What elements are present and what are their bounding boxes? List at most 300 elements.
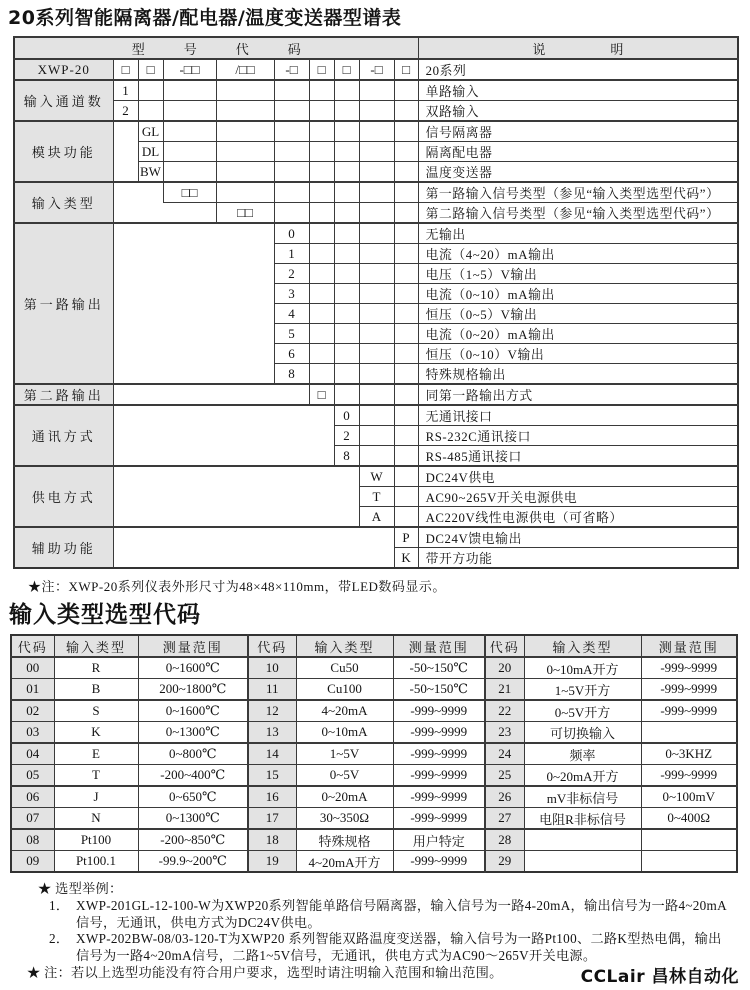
blank-cell: [359, 223, 394, 244]
header-input-type: 输入类型: [296, 635, 393, 657]
blank-cell: [334, 101, 359, 122]
blank-cell: [163, 80, 216, 101]
table-row: [14, 223, 738, 244]
code-cell: □: [309, 384, 334, 405]
table-row: [14, 527, 738, 548]
blank-cell: [309, 264, 334, 284]
code-cell: 00: [11, 657, 54, 679]
blank-cell: [334, 324, 359, 344]
type-cell: 1~5V: [296, 743, 393, 765]
type-cell: 30~350Ω: [296, 808, 393, 830]
blank-cell: [274, 142, 309, 162]
range-cell: [641, 851, 737, 873]
code-cell: 10: [248, 657, 296, 679]
model-spectrum-table: [13, 36, 739, 569]
code-cell: 08: [11, 829, 54, 851]
series-code-cell: □: [309, 59, 334, 80]
range-cell: -50~150℃: [393, 657, 485, 679]
group-label: 输入类型: [14, 182, 113, 223]
blank-cell: [216, 142, 274, 162]
blank-cell: [334, 162, 359, 183]
range-cell: -999~9999: [393, 722, 485, 744]
desc-cell: DC24V馈电输出: [418, 527, 738, 548]
range-cell: -999~9999: [641, 700, 737, 722]
code-cell: 27: [485, 808, 524, 830]
blank-cell: [394, 384, 418, 405]
type-cell: S: [54, 700, 138, 722]
type-cell: [524, 829, 641, 851]
blank-cell: [359, 101, 394, 122]
range-cell: -200~850℃: [138, 829, 248, 851]
table-row: [11, 829, 737, 851]
code-cell: 1: [113, 80, 138, 101]
header-range: 测量范围: [393, 635, 485, 657]
desc-cell: 信号隔离器: [418, 121, 738, 142]
blank-cell: [138, 80, 163, 101]
blank-cell: [309, 162, 334, 183]
desc-cell: DC24V供电: [418, 466, 738, 487]
code-cell: 06: [11, 786, 54, 808]
type-cell: Cu50: [296, 657, 393, 679]
table-row: [11, 743, 737, 765]
desc-cell: 第一路输入信号类型（参见“输入类型选型代码”）: [418, 182, 738, 203]
type-cell: J: [54, 786, 138, 808]
desc-cell: 恒压（0~5）V输出: [418, 304, 738, 324]
range-cell: -99.9~200℃: [138, 851, 248, 873]
code-cell: 23: [485, 722, 524, 744]
code-cell: P: [394, 527, 418, 548]
code-cell: 2: [113, 101, 138, 122]
blank-cell: [394, 344, 418, 364]
blank-cell: [309, 364, 334, 385]
blank-cell: [359, 304, 394, 324]
code-cell: 6: [274, 344, 309, 364]
series-label: XWP-20: [14, 59, 113, 80]
series-code-cell: /□□: [216, 59, 274, 80]
code-cell: 20: [485, 657, 524, 679]
page-title: 20系列智能隔离器/配电器/温度变送器型谱表: [8, 7, 402, 29]
blank-cell: [394, 324, 418, 344]
blank-cell: [359, 203, 394, 224]
range-cell: [641, 829, 737, 851]
blank-cell: [216, 80, 274, 101]
blank-cell: [334, 384, 359, 405]
desc-cell: 无通讯接口: [418, 405, 738, 426]
blank-cell: [359, 344, 394, 364]
code-cell: 2: [334, 426, 359, 446]
table-row: [14, 466, 738, 487]
range-cell: 0~800℃: [138, 743, 248, 765]
header-range: 测量范围: [641, 635, 737, 657]
code-cell: 19: [248, 851, 296, 873]
blank-cell: [274, 182, 309, 203]
header-input-type: 输入类型: [524, 635, 641, 657]
blank-cell: [394, 142, 418, 162]
range-cell: -200~400℃: [138, 765, 248, 787]
blank-cell: [394, 223, 418, 244]
blank-cell: [334, 344, 359, 364]
range-cell: 0~1300℃: [138, 722, 248, 744]
type-cell: 0~10mA开方: [524, 657, 641, 679]
example-number: 1．: [49, 897, 70, 913]
blank-cell: [309, 142, 334, 162]
group-label: 辅助功能: [14, 527, 113, 568]
blank-cell: [334, 364, 359, 385]
range-cell: -999~9999: [393, 743, 485, 765]
blank-cell: [309, 121, 334, 142]
code-cell: 28: [485, 829, 524, 851]
desc-cell: 带开方功能: [418, 548, 738, 569]
table-row: [11, 765, 737, 787]
blank-cell: [334, 284, 359, 304]
blank-cell: [163, 162, 216, 183]
series-code-cell: -□□: [163, 59, 216, 80]
group-label: 输入通道数: [14, 80, 113, 121]
blank-cell: [359, 142, 394, 162]
code-cell: 14: [248, 743, 296, 765]
series-code-cell: -□: [274, 59, 309, 80]
blank-cell: [309, 344, 334, 364]
type-cell: Pt100: [54, 829, 138, 851]
table-row: [11, 786, 737, 808]
series-code-cell: □: [334, 59, 359, 80]
blank-cell: [394, 304, 418, 324]
example-text: XWP-202BW-08/03-120-T为XWP20 系列智能双路温度变送器，输入信号为一路Pt100、二路K型热电偶，输出信号为一路4~20mA信号，二路1~5V信号，无通讯，供电方式为AC90～265V开关电源。: [76, 931, 722, 964]
table-header-row: [11, 635, 737, 657]
blank-cell: [163, 101, 216, 122]
blank-cell: [394, 121, 418, 142]
desc-cell: 电流（0~20）mA输出: [418, 324, 738, 344]
desc-cell: 特殊规格输出: [418, 364, 738, 385]
blank-cell: [113, 466, 359, 527]
series-code-cell: □: [394, 59, 418, 80]
blank-cell: [334, 264, 359, 284]
range-cell: [641, 722, 737, 744]
blank-cell: [216, 162, 274, 183]
blank-cell: [309, 304, 334, 324]
code-cell: W: [359, 466, 394, 487]
range-cell: -999~9999: [393, 808, 485, 830]
blank-cell: [394, 264, 418, 284]
blank-cell: [359, 405, 394, 426]
code-cell: 02: [11, 700, 54, 722]
blank-cell: [334, 244, 359, 264]
blank-cell: [359, 384, 394, 405]
blank-cell: [138, 101, 163, 122]
code-cell: □□: [216, 203, 274, 224]
type-cell: 0~10mA: [296, 722, 393, 744]
header-description: 说明: [418, 37, 738, 59]
blank-cell: [394, 446, 418, 467]
code-cell: 18: [248, 829, 296, 851]
example-item: [49, 898, 728, 932]
blank-cell: [359, 264, 394, 284]
table-row: [11, 808, 737, 830]
code-cell: 04: [11, 743, 54, 765]
input-codes-title: 输入类型选型代码: [9, 602, 201, 628]
code-cell: □□: [163, 182, 216, 203]
type-cell: T: [54, 765, 138, 787]
blank-cell: [309, 244, 334, 264]
blank-cell: [274, 162, 309, 183]
range-cell: 用户特定: [393, 829, 485, 851]
blank-cell: [394, 364, 418, 385]
blank-cell: [394, 244, 418, 264]
table-row: [11, 679, 737, 701]
desc-cell: AC220V线性电源供电（可省略）: [418, 507, 738, 528]
type-cell: B: [54, 679, 138, 701]
code-cell: 29: [485, 851, 524, 873]
blank-cell: [394, 101, 418, 122]
blank-cell: [394, 426, 418, 446]
range-cell: 0~1300℃: [138, 808, 248, 830]
code-cell: 5: [274, 324, 309, 344]
group-label: 第二路输出: [14, 384, 113, 405]
blank-cell: [394, 487, 418, 507]
range-cell: -999~9999: [393, 700, 485, 722]
table-row: [11, 722, 737, 744]
code-cell: BW: [138, 162, 163, 183]
code-cell: 26: [485, 786, 524, 808]
example-item: [49, 931, 728, 965]
table-row: [14, 405, 738, 426]
blank-cell: [113, 527, 394, 568]
table-row: [11, 700, 737, 722]
table-row: [14, 121, 738, 142]
code-cell: GL: [138, 121, 163, 142]
code-cell: 12: [248, 700, 296, 722]
blank-cell: [309, 203, 334, 224]
series-code-cell: □: [113, 59, 138, 80]
header-range: 测量范围: [138, 635, 248, 657]
desc-cell: 电流（4~20）mA输出: [418, 244, 738, 264]
blank-cell: [359, 324, 394, 344]
type-cell: [524, 851, 641, 873]
type-cell: N: [54, 808, 138, 830]
blank-cell: [309, 223, 334, 244]
series-row: [14, 59, 738, 80]
range-cell: -999~9999: [393, 851, 485, 873]
blank-cell: [394, 162, 418, 183]
blank-cell: [309, 182, 334, 203]
blank-cell: [359, 426, 394, 446]
type-cell: Pt100.1: [54, 851, 138, 873]
code-cell: K: [394, 548, 418, 569]
blank-cell: [394, 466, 418, 487]
group-label: 供电方式: [14, 466, 113, 527]
desc-cell: 无输出: [418, 223, 738, 244]
code-cell: 8: [334, 446, 359, 467]
series-code-cell: □: [138, 59, 163, 80]
blank-cell: [274, 121, 309, 142]
blank-cell: [309, 101, 334, 122]
header-input-type: 输入类型: [54, 635, 138, 657]
blank-cell: [216, 101, 274, 122]
type-cell: 电阻R非标信号: [524, 808, 641, 830]
range-cell: -999~9999: [393, 786, 485, 808]
desc-cell: 同第一路输出方式: [418, 384, 738, 405]
type-cell: E: [54, 743, 138, 765]
type-cell: 0~20mA开方: [524, 765, 641, 787]
blank-cell: [394, 507, 418, 528]
code-cell: 01: [11, 679, 54, 701]
desc-cell: 20系列: [418, 59, 738, 80]
blank-cell: [309, 80, 334, 101]
type-cell: R: [54, 657, 138, 679]
code-cell: 24: [485, 743, 524, 765]
code-cell: 22: [485, 700, 524, 722]
code-cell: 8: [274, 364, 309, 385]
blank-cell: [334, 203, 359, 224]
blank-cell: [359, 284, 394, 304]
code-cell: 4: [274, 304, 309, 324]
blank-cell: [359, 364, 394, 385]
input-type-code-table: [10, 634, 738, 873]
blank-cell: [359, 121, 394, 142]
blank-cell: [216, 182, 274, 203]
header-code: 代码: [485, 635, 524, 657]
blank-cell: [359, 162, 394, 183]
group-label: 通讯方式: [14, 405, 113, 466]
blank-cell: [309, 324, 334, 344]
blank-cell: [113, 405, 334, 466]
blank-cell: [113, 203, 216, 224]
blank-cell: [359, 446, 394, 467]
range-cell: -50~150℃: [393, 679, 485, 701]
range-cell: -999~9999: [641, 765, 737, 787]
examples-heading: ★ 选型举例：: [38, 881, 123, 896]
blank-cell: [113, 223, 274, 384]
code-cell: 0: [334, 405, 359, 426]
brand-watermark: CCLair 昌林自动化: [580, 967, 739, 987]
type-cell: 0~5V: [296, 765, 393, 787]
desc-cell: 单路输入: [418, 80, 738, 101]
blank-cell: [394, 405, 418, 426]
custom-range-note: ★ 注：若以上选型功能没有符合用户要求，选型时请注明输入范围和输出范围。: [27, 964, 503, 980]
desc-cell: AC90~265V开关电源供电: [418, 487, 738, 507]
range-cell: 0~650℃: [138, 786, 248, 808]
desc-cell: RS-485通讯接口: [418, 446, 738, 467]
blank-cell: [113, 182, 163, 203]
code-cell: 16: [248, 786, 296, 808]
example-text: XWP-201GL-12-100-W为XWP20系列智能单路信号隔离器，输入信号为一路4-20mA，输出信号为一路4~20mA信号，无通讯，供电方式为DC24V供电。: [76, 897, 727, 930]
range-cell: 0~1600℃: [138, 700, 248, 722]
code-cell: 07: [11, 808, 54, 830]
desc-cell: 温度变送器: [418, 162, 738, 183]
blank-cell: [163, 121, 216, 142]
desc-cell: 第二路输入信号类型（参见“输入类型选型代码”）: [418, 203, 738, 224]
blank-cell: [334, 304, 359, 324]
type-cell: mV非标信号: [524, 786, 641, 808]
type-cell: 特殊规格: [296, 829, 393, 851]
blank-cell: [334, 142, 359, 162]
blank-cell: [394, 80, 418, 101]
table-row: [14, 203, 738, 224]
type-cell: 1~5V开方: [524, 679, 641, 701]
blank-cell: [334, 182, 359, 203]
series-code-cell: -□: [359, 59, 394, 80]
type-cell: 0~20mA: [296, 786, 393, 808]
type-cell: 4~20mA: [296, 700, 393, 722]
blank-cell: [394, 182, 418, 203]
blank-cell: [274, 203, 309, 224]
type-cell: K: [54, 722, 138, 744]
table-row: [14, 101, 738, 122]
header-code: 代码: [11, 635, 54, 657]
blank-cell: [334, 80, 359, 101]
range-cell: 0~3KHZ: [641, 743, 737, 765]
range-cell: 0~400Ω: [641, 808, 737, 830]
code-cell: 13: [248, 722, 296, 744]
blank-cell: [359, 244, 394, 264]
blank-cell: [216, 121, 274, 142]
code-cell: T: [359, 487, 394, 507]
code-cell: 25: [485, 765, 524, 787]
header-code: 代码: [248, 635, 296, 657]
blank-cell: [334, 223, 359, 244]
table-row: [11, 657, 737, 679]
type-cell: 频率: [524, 743, 641, 765]
desc-cell: RS-232C通讯接口: [418, 426, 738, 446]
code-cell: 05: [11, 765, 54, 787]
blank-cell: [309, 284, 334, 304]
blank-cell: [113, 121, 138, 182]
code-cell: 21: [485, 679, 524, 701]
code-cell: 09: [11, 851, 54, 873]
table-row: [14, 384, 738, 405]
blank-cell: [394, 203, 418, 224]
blank-cell: [334, 121, 359, 142]
code-cell: 15: [248, 765, 296, 787]
range-cell: 0~1600℃: [138, 657, 248, 679]
type-cell: Cu100: [296, 679, 393, 701]
code-cell: 17: [248, 808, 296, 830]
desc-cell: 双路输入: [418, 101, 738, 122]
blank-cell: [359, 80, 394, 101]
blank-cell: [274, 80, 309, 101]
desc-cell: 隔离配电器: [418, 142, 738, 162]
desc-cell: 电流（0~10）mA输出: [418, 284, 738, 304]
range-cell: -999~9999: [393, 765, 485, 787]
code-cell: 11: [248, 679, 296, 701]
type-cell: 0~5V开方: [524, 700, 641, 722]
range-cell: -999~9999: [641, 679, 737, 701]
blank-cell: [394, 284, 418, 304]
dimension-note: ★注：XWP-20系列仪表外形尺寸为48×48×110mm，带LED数码显示。: [28, 579, 446, 594]
code-cell: 03: [11, 722, 54, 744]
code-cell: 3: [274, 284, 309, 304]
table-header-row: [14, 37, 738, 59]
code-cell: 2: [274, 264, 309, 284]
blank-cell: [113, 384, 309, 405]
group-label: 第一路输出: [14, 223, 113, 384]
blank-cell: [359, 182, 394, 203]
desc-cell: 恒压（0~10）V输出: [418, 344, 738, 364]
code-cell: DL: [138, 142, 163, 162]
range-cell: 0~100mV: [641, 786, 737, 808]
code-cell: A: [359, 507, 394, 528]
header-model-code: 型号代码: [14, 37, 418, 59]
code-cell: 0: [274, 223, 309, 244]
blank-cell: [163, 142, 216, 162]
desc-cell: 电压（1~5）V输出: [418, 264, 738, 284]
table-row: [14, 80, 738, 101]
type-cell: 可切换输入: [524, 722, 641, 744]
range-cell: -999~9999: [641, 657, 737, 679]
code-cell: 1: [274, 244, 309, 264]
group-label: 模块功能: [14, 121, 113, 182]
range-cell: 200~1800℃: [138, 679, 248, 701]
